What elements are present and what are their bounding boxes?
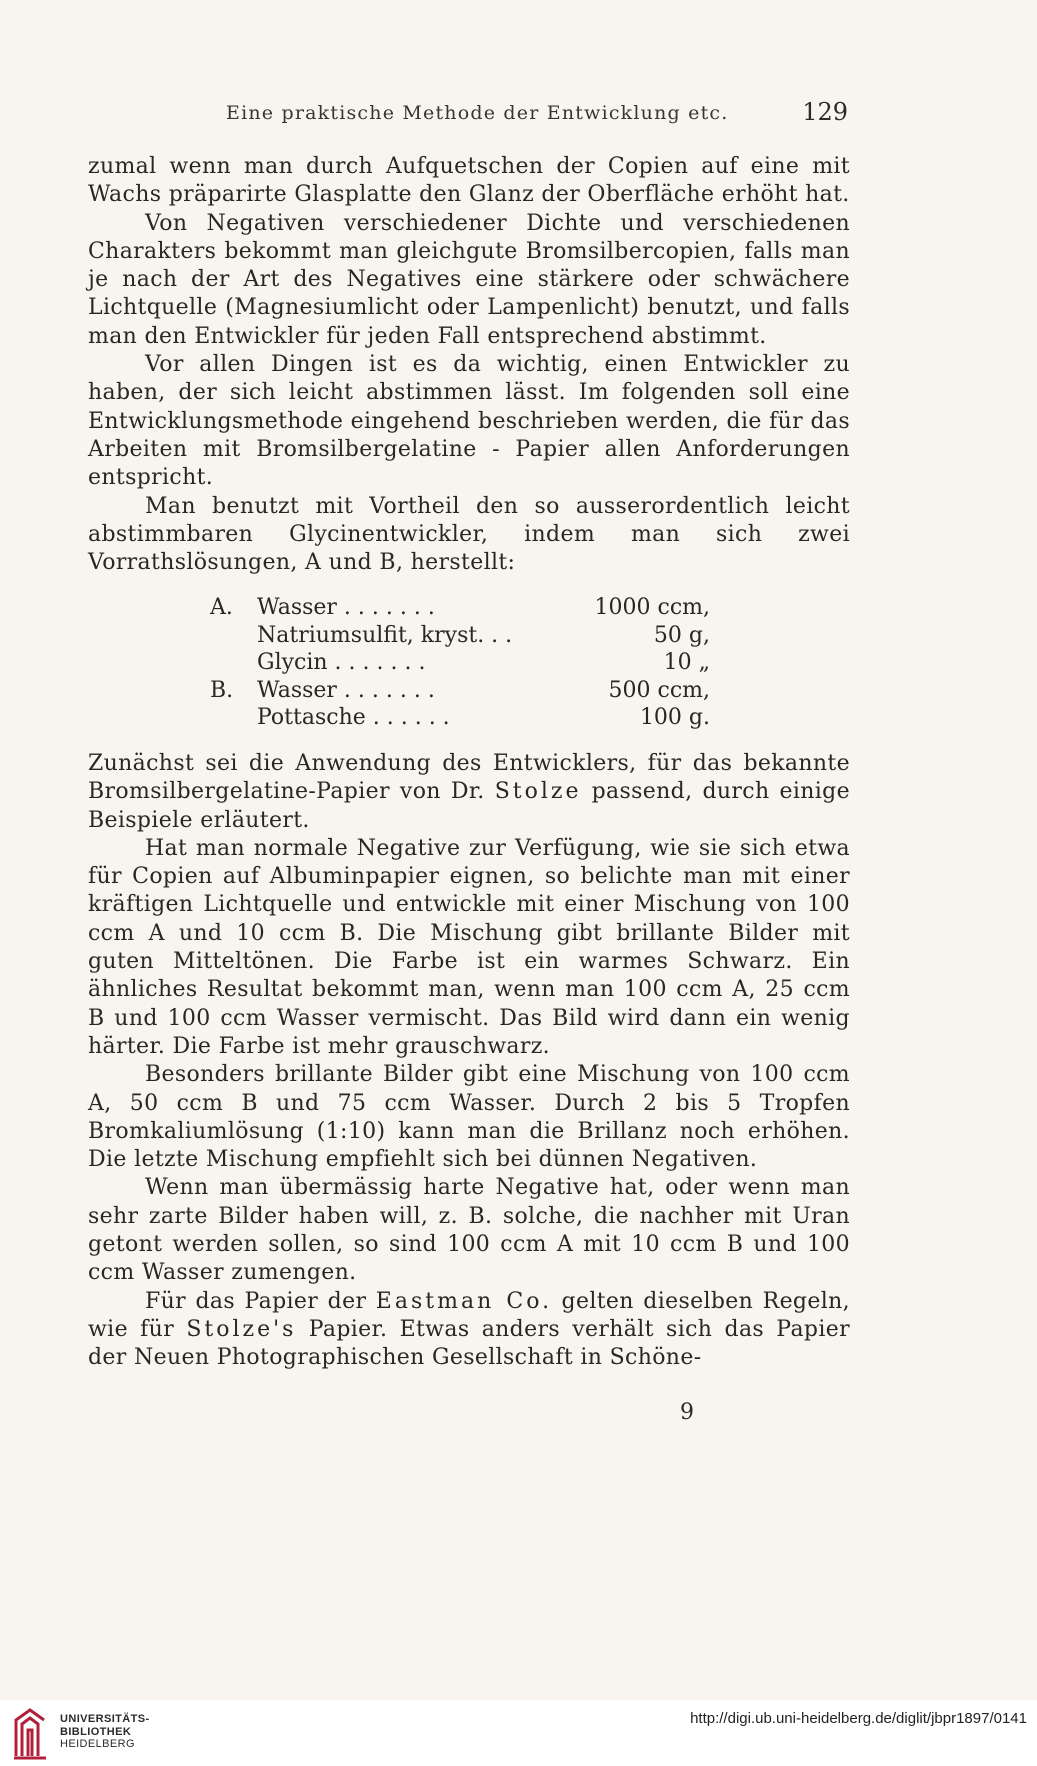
recipe-table [210,594,710,732]
recipe-amount: 50 g, [653,622,710,648]
paragraph: Wenn man übermässig harte Negative hat, oder wenn man sehr zarte Bilder haben will, z. B. solche, die nachher mit Uran getont werden sollen, so sind 100 ccm A mit 10 ccm B und 100 ccm Wasser zumengen. [88,1175,850,1286]
recipe-amount: 10 „ [663,650,710,675]
recipe-group-label: B. [210,677,234,703]
library-name-line: UNIVERSITÄTS- [60,1713,150,1725]
recipe-row [210,649,710,677]
recipe-row [210,677,710,705]
company-name: Eastman Co. [375,1288,553,1314]
recipe-ingredient: Glycin . . . . . . . [257,650,426,675]
paragraph: Vor allen Dingen ist es da wichtig, einen Entwickler zu haben, der sich leicht abstimmen lässt. Im folgenden soll eine Entwicklungsmethode eingehend beschrieben werden, die für das Arbeiten mit Bromsilbergelatine - Papier allen Anforderungen entspricht. [88,352,850,491]
recipe-amount: 500 ccm, [608,677,710,703]
paragraph [88,750,850,835]
paragraph: Von Negativen verschiedener Dichte und verschiedenen Charakters bekommt man gleichgute Bromsilbercopien, falls man je nach der Art des Negatives eine stärkere oder schwächere Lichtquelle (Magnesiumlicht oder Lampenlicht) benutzt, und falls man den Entwickler für jeden Fall entsprechend abstimmt. [88,210,850,349]
recipe-group-label: A. [210,595,233,620]
paragraph [88,1288,850,1373]
recipe-ingredient: Wasser . . . . . . . [257,595,435,620]
library-logo-icon [10,1706,50,1762]
running-head: Eine praktische Methode der Entwicklung etc. [226,102,729,124]
recipe-ingredient: Wasser . . . . . . . [257,677,435,703]
page-number: 129 [802,98,848,126]
library-name-line: BIBLIOTHEK [60,1725,132,1738]
viewer-footer [0,1700,1037,1766]
author-name: Stolze's [186,1316,297,1342]
text-run: Papier. Etwas anders verhält sich das Papier der Neuen Photographischen Gesellschaft in Schöne- [88,1316,850,1371]
text-run: Für das Papier der [145,1288,376,1314]
text-run: Zunächst sei die Anwendung des Entwicklers, für das bekannte Bromsilbergelatine-Papier von Dr. [88,751,850,805]
permalink-url[interactable]: http://digi.ub.uni-heidelberg.de/diglit/jbpr1897/0141 [690,1710,1027,1727]
paragraph: Hat man normale Negative zur Verfügung, wie sie sich etwa für Copien auf Albuminpapier eignen, so belichte man mit einer kräftigen Lichtquelle und entwickle mit einer Mischung von 100 ccm A und 10 ccm B. Die Mischung gibt brillante Bilder mit guten Mitteltönen. Die Farbe ist ein warmes Schwarz. Ein ähnliches Resultat bekommt man, wenn man 100 ccm A, 25 ccm B und 100 ccm Wasser vermischt. Das Bild wird dann ein wenig härter. Die Farbe ist mehr grauschwarz. [88,835,850,1059]
paragraph: zumal wenn man durch Aufquetschen der Copien auf eine mit Wachs präparirte Glasplatte den Glanz der Oberfläche erhöht hat. [88,154,850,208]
recipe-row [210,704,710,732]
recipe-amount: 100 g. [639,705,710,730]
text-run: passend, durch einige Beispiele erläutert. [88,779,850,833]
recipe-row [210,594,710,622]
paragraph: Besonders brillante Bilder gibt eine Mischung von 100 ccm A, 50 ccm B und 75 ccm Wasser. Durch 2 bis 5 Tropfen Bromkaliumlösung (1:10) kann man die Brillanz noch erhöhen. Die letzte Mischung empfiehlt sich bei dünnen Negativen. [88,1062,850,1173]
recipe-amount: 1000 ccm, [594,595,710,620]
body-text-lower [88,750,850,1373]
library-name [60,1713,150,1751]
recipe-row [210,622,710,650]
body-text-upper [88,153,850,577]
text-run: gelten dieselben Regeln, wie für [88,1288,850,1342]
paragraph: Man benutzt mit Vortheil den so ausserordentlich leicht abstimmbaren Glycinentwickler, indem man sich zwei Vorrathslösungen, A und B, herstellt: [88,493,850,576]
recipe-ingredient: Natriumsulfit, kryst. . . [257,622,513,648]
library-name-line: HEIDELBERG [60,1738,135,1750]
page-header [88,100,848,130]
recipe-ingredient: Pottasche . . . . . . [257,705,450,730]
signature-mark: 9 [680,1400,694,1425]
author-name: Stolze [494,779,582,805]
